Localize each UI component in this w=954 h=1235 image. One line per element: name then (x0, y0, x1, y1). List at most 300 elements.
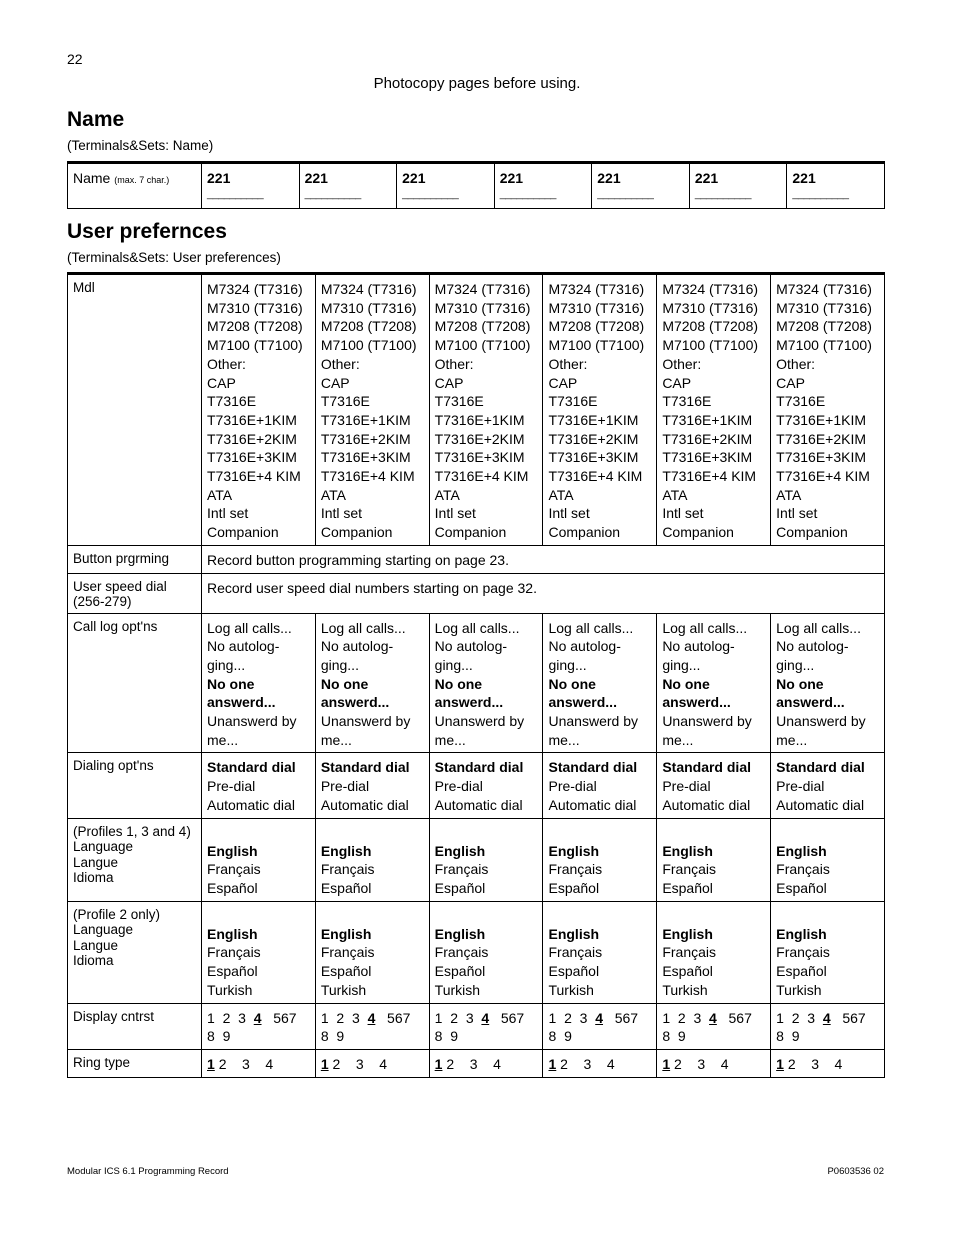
call_log-option[interactable]: Unanswerd by (320, 713, 411, 730)
mdl-options-set-1[interactable] (202, 274, 316, 546)
dialing-options-set-5[interactable] (657, 753, 771, 818)
contrast-option[interactable]: 2 (450, 1009, 459, 1026)
call_log-options-set-6[interactable] (771, 613, 885, 753)
ring-option[interactable]: 1 (548, 1055, 557, 1072)
mdl-option[interactable]: T7316E+1KIM (548, 411, 639, 428)
call_log-option[interactable]: me... (548, 731, 580, 748)
language_2-option[interactable]: Turkish (662, 981, 708, 998)
language_2-option[interactable]: Turkish (548, 981, 594, 998)
mdl-option[interactable]: T7316E+1KIM (434, 411, 525, 428)
contrast-option[interactable]: 567 (500, 1009, 525, 1026)
contrast-option[interactable]: 567 (842, 1009, 866, 1026)
call_log-option[interactable]: Unanswerd by (776, 713, 866, 730)
mdl-option[interactable]: ATA (662, 486, 688, 503)
language_2-option[interactable]: English (776, 925, 827, 942)
dialing-option[interactable]: Automatic dial (548, 796, 637, 813)
mdl-option[interactable]: T7316E (207, 393, 257, 410)
language_2-option[interactable]: Français (662, 944, 716, 961)
mdl-options-set-6[interactable] (771, 274, 885, 546)
mdl-option[interactable]: T7316E+2KIM (662, 430, 753, 447)
contrast-option[interactable]: 2 (336, 1009, 345, 1026)
language_2-option[interactable]: English (434, 925, 486, 942)
contrast-option[interactable]: 1 (548, 1009, 557, 1026)
language_2-option[interactable]: Español (207, 963, 258, 980)
contrast-option[interactable]: 8 (320, 1028, 329, 1045)
call_log-options-set-3[interactable] (429, 613, 543, 753)
mdl-option[interactable]: Companion (434, 524, 507, 541)
language_134-option[interactable]: Español (776, 879, 827, 896)
dialing-option[interactable]: Standard dial (662, 759, 751, 776)
mdl-option[interactable]: Companion (320, 524, 393, 541)
mdl-option[interactable]: T7316E (320, 393, 370, 410)
contrast-option[interactable]: 4 (481, 1009, 490, 1026)
call_log-option[interactable]: Log all calls... (662, 619, 748, 636)
contrast-option[interactable]: 9 (677, 1028, 686, 1045)
ring-option[interactable]: 3 (811, 1055, 819, 1072)
contrast-option[interactable]: 3 (351, 1009, 360, 1026)
contrast-option[interactable]: 8 (548, 1028, 557, 1045)
dialing-option[interactable]: Pre-dial (548, 778, 597, 795)
ring-option[interactable]: 3 (583, 1055, 592, 1072)
dialing-options-set-6[interactable] (771, 753, 885, 818)
call_log-option[interactable]: ging... (207, 656, 246, 673)
call_log-option[interactable]: No one (548, 675, 596, 692)
dialing-options-set-3[interactable] (429, 753, 543, 818)
mdl-option[interactable]: M7100 (T7100) (548, 337, 645, 354)
mdl-option[interactable]: ATA (207, 486, 233, 503)
ring-option[interactable]: 3 (355, 1055, 364, 1072)
mdl-option[interactable]: T7316E+4 KIM (320, 468, 415, 485)
call_log-option[interactable]: me... (776, 731, 808, 748)
call_log-option[interactable]: No autolog- (434, 638, 508, 655)
call_log-option[interactable]: Unanswerd by (434, 713, 525, 730)
mdl-option[interactable]: Intl set (548, 505, 590, 522)
mdl-option[interactable]: Other: (320, 355, 360, 372)
mdl-option[interactable]: T7316E+3KIM (776, 449, 867, 466)
dialing-option[interactable]: Automatic dial (434, 796, 523, 813)
mdl-option[interactable]: M7324 (T7316) (776, 281, 872, 297)
mdl-option[interactable]: T7316E+2KIM (207, 430, 297, 447)
language_134-options-set-6[interactable] (771, 818, 885, 901)
mdl-option[interactable]: CAP (776, 374, 805, 391)
ring-option[interactable]: 1 (207, 1055, 215, 1072)
call_log-option[interactable]: answerd... (776, 694, 845, 711)
contrast-option[interactable]: 567 (273, 1009, 297, 1026)
ring-option[interactable]: 1 (434, 1055, 443, 1072)
call_log-option[interactable]: Unanswerd by (548, 713, 638, 730)
ring-option[interactable]: 3 (242, 1055, 250, 1072)
call_log-options-set-2[interactable] (315, 613, 429, 753)
language_134-options-set-5[interactable] (657, 818, 771, 901)
call_log-option[interactable]: me... (320, 731, 352, 748)
ring-option[interactable]: 4 (493, 1055, 501, 1072)
mdl-option[interactable]: Companion (776, 524, 848, 541)
ring-type-set-6[interactable] (771, 1049, 885, 1077)
contrast-option[interactable]: 9 (791, 1028, 800, 1045)
dialing-options-set-4[interactable] (543, 753, 657, 818)
contrast-option[interactable]: 1 (207, 1009, 215, 1026)
language_2-option[interactable]: English (207, 925, 258, 942)
call_log-option[interactable]: ging... (434, 656, 473, 673)
language_2-option[interactable]: Español (662, 963, 713, 980)
language_134-option[interactable]: Español (434, 879, 486, 896)
display-contrast-set-4[interactable] (543, 1003, 657, 1049)
mdl-option[interactable]: M7100 (T7100) (320, 337, 417, 354)
contrast-option[interactable]: 3 (693, 1009, 702, 1026)
contrast-option[interactable]: 1 (776, 1009, 784, 1026)
ring-option[interactable]: 1 (776, 1055, 784, 1072)
language_134-option[interactable]: Français (434, 861, 489, 878)
language_134-options-set-4[interactable] (543, 818, 657, 901)
call_log-option[interactable]: answerd... (548, 694, 617, 711)
ring-option[interactable]: 4 (379, 1055, 388, 1072)
name-entry-2[interactable] (299, 163, 397, 209)
contrast-option[interactable]: 2 (791, 1009, 800, 1026)
mdl-option[interactable]: M7324 (T7316) (320, 281, 417, 297)
language_134-option[interactable]: English (662, 842, 713, 859)
call_log-option[interactable]: Log all calls... (320, 619, 406, 636)
mdl-option[interactable]: M7324 (T7316) (548, 281, 645, 297)
language_134-option[interactable]: English (320, 842, 372, 859)
mdl-option[interactable]: T7316E+4 KIM (662, 468, 757, 485)
language_2-option[interactable]: English (662, 925, 713, 942)
call_log-option[interactable]: No one (434, 675, 483, 692)
mdl-option[interactable]: T7316E+1KIM (776, 411, 867, 428)
mdl-option[interactable]: M7208 (T7208) (548, 318, 645, 335)
mdl-option[interactable]: Intl set (320, 505, 363, 522)
ring-type-set-5[interactable] (657, 1049, 771, 1077)
contrast-option[interactable]: 9 (564, 1028, 572, 1045)
dialing-option[interactable]: Standard dial (320, 759, 410, 776)
language_134-options-set-3[interactable] (429, 818, 543, 901)
call_log-option[interactable]: Log all calls... (434, 619, 520, 636)
call_log-option[interactable]: ging... (776, 656, 815, 673)
mdl-option[interactable]: CAP (320, 374, 350, 391)
mdl-option[interactable]: T7316E+2KIM (776, 430, 867, 447)
ring-option[interactable]: 3 (697, 1055, 706, 1072)
mdl-option[interactable]: M7208 (T7208) (662, 318, 759, 335)
mdl-option[interactable]: Other: (548, 355, 588, 372)
ring-option[interactable]: 3 (469, 1055, 478, 1072)
call_log-option[interactable]: me... (434, 731, 466, 748)
call_log-option[interactable]: me... (662, 731, 694, 748)
call_log-option[interactable]: No autolog- (776, 638, 849, 655)
language_134-option[interactable]: Français (320, 861, 375, 878)
language_2-option[interactable]: Turkish (320, 981, 367, 998)
display-contrast-set-5[interactable] (657, 1003, 771, 1049)
contrast-option[interactable]: 8 (776, 1028, 784, 1045)
language_134-options-set-1[interactable] (202, 818, 316, 901)
language_134-options-set-2[interactable] (315, 818, 429, 901)
language_2-option[interactable]: Français (776, 944, 830, 961)
language_134-option[interactable]: English (207, 842, 258, 859)
call_log-option[interactable]: No one (207, 675, 255, 692)
mdl-option[interactable]: Companion (662, 524, 734, 541)
call_log-option[interactable]: Log all calls... (776, 619, 861, 636)
mdl-option[interactable]: M7310 (T7316) (548, 299, 645, 316)
call_log-option[interactable]: No one (776, 675, 824, 692)
contrast-option[interactable]: 1 (434, 1009, 443, 1026)
contrast-option[interactable]: 4 (822, 1009, 831, 1026)
ring-option[interactable]: 2 (560, 1055, 568, 1072)
mdl-option[interactable]: ATA (776, 486, 802, 503)
language_134-option[interactable]: Français (662, 861, 716, 878)
mdl-options-set-5[interactable] (657, 274, 771, 546)
dialing-option[interactable]: Standard dial (207, 759, 296, 776)
call_log-option[interactable]: ging... (662, 656, 701, 673)
contrast-option[interactable]: 9 (450, 1028, 459, 1045)
ring-type-set-3[interactable] (429, 1049, 543, 1077)
call_log-option[interactable]: answerd... (662, 694, 731, 711)
call_log-option[interactable]: No autolog- (320, 638, 394, 655)
display-contrast-set-1[interactable] (202, 1003, 316, 1049)
mdl-option[interactable]: T7316E+3KIM (662, 449, 753, 466)
call_log-option[interactable]: Unanswerd by (662, 713, 752, 730)
mdl-option[interactable]: M7310 (T7316) (207, 299, 303, 316)
language_134-option[interactable]: Français (776, 861, 830, 878)
language_134-option[interactable]: Français (207, 861, 261, 878)
mdl-option[interactable]: Intl set (207, 505, 249, 522)
call_log-options-set-5[interactable] (657, 613, 771, 753)
dialing-option[interactable]: Automatic dial (207, 796, 295, 813)
ring-option[interactable]: 2 (446, 1055, 455, 1072)
mdl-option[interactable]: T7316E+4 KIM (434, 468, 529, 485)
language_2-options-set-4[interactable] (543, 901, 657, 1003)
mdl-option[interactable]: T7316E+1KIM (320, 411, 411, 428)
mdl-option[interactable]: Intl set (776, 505, 818, 522)
ring-option[interactable]: 4 (834, 1055, 843, 1072)
mdl-option[interactable]: T7316E (776, 393, 826, 410)
language_2-options-set-1[interactable] (202, 901, 316, 1003)
ring-option[interactable]: 2 (787, 1055, 796, 1072)
call_log-option[interactable]: Log all calls... (548, 619, 634, 636)
ring-type-set-2[interactable] (315, 1049, 429, 1077)
ring-option[interactable]: 1 (320, 1055, 329, 1072)
dialing-option[interactable]: Pre-dial (434, 778, 483, 795)
name-entry-3[interactable] (397, 163, 495, 209)
call_log-option[interactable]: Log all calls... (207, 619, 292, 636)
call_log-options-set-4[interactable] (543, 613, 657, 753)
mdl-option[interactable]: CAP (548, 374, 578, 391)
mdl-option[interactable]: M7310 (T7316) (434, 299, 531, 316)
dialing-option[interactable]: Standard dial (434, 759, 524, 776)
language_2-option[interactable]: Français (548, 944, 603, 961)
contrast-option[interactable]: 2 (677, 1009, 686, 1026)
contrast-option[interactable]: 8 (434, 1028, 443, 1045)
mdl-option[interactable]: T7316E+4 KIM (548, 468, 643, 485)
name-entry-7[interactable] (787, 163, 885, 209)
call_log-option[interactable]: Unanswerd by (207, 713, 297, 730)
mdl-option[interactable]: T7316E+2KIM (434, 430, 525, 447)
ring-option[interactable]: 4 (720, 1055, 729, 1072)
dialing-option[interactable]: Pre-dial (776, 778, 825, 795)
contrast-option[interactable]: 567 (728, 1009, 752, 1026)
dialing-option[interactable]: Automatic dial (662, 796, 751, 813)
call_log-option[interactable]: ging... (320, 656, 359, 673)
mdl-option[interactable]: M7208 (T7208) (320, 318, 417, 335)
mdl-option[interactable]: ATA (434, 486, 460, 503)
mdl-option[interactable]: CAP (662, 374, 692, 391)
language_134-option[interactable]: Español (207, 879, 258, 896)
dialing-option[interactable]: Pre-dial (207, 778, 256, 795)
contrast-option[interactable]: 3 (807, 1009, 816, 1026)
dialing-option[interactable]: Automatic dial (320, 796, 409, 813)
mdl-option[interactable]: Companion (207, 524, 279, 541)
language_2-option[interactable]: Español (776, 963, 827, 980)
mdl-option[interactable]: T7316E+2KIM (320, 430, 411, 447)
language_134-option[interactable]: Español (548, 879, 600, 896)
call_log-option[interactable]: answerd... (207, 694, 276, 711)
mdl-option[interactable]: T7316E (434, 393, 484, 410)
mdl-option[interactable]: M7324 (T7316) (207, 281, 303, 297)
mdl-option[interactable]: T7316E+1KIM (207, 411, 297, 428)
mdl-option[interactable]: T7316E+3KIM (320, 449, 411, 466)
mdl-option[interactable]: T7316E+4 KIM (776, 468, 870, 485)
language_2-option[interactable]: Turkish (776, 981, 822, 998)
ring-type-set-4[interactable] (543, 1049, 657, 1077)
ring-option[interactable]: 2 (218, 1055, 227, 1072)
language_2-option[interactable]: Español (548, 963, 600, 980)
mdl-option[interactable]: M7100 (T7100) (207, 337, 303, 354)
contrast-option[interactable]: 3 (238, 1009, 246, 1026)
contrast-option[interactable]: 3 (465, 1009, 474, 1026)
language_134-option[interactable]: English (434, 842, 486, 859)
mdl-option[interactable]: M7100 (T7100) (434, 337, 531, 354)
contrast-option[interactable]: 567 (614, 1009, 639, 1026)
call_log-option[interactable]: No autolog- (548, 638, 621, 655)
mdl-option[interactable]: Companion (548, 524, 621, 541)
mdl-option[interactable]: M7208 (T7208) (434, 318, 531, 335)
mdl-option[interactable]: M7310 (T7316) (662, 299, 759, 316)
language_2-option[interactable]: Turkish (434, 981, 481, 998)
mdl-option[interactable]: CAP (207, 374, 236, 391)
mdl-option[interactable]: M7100 (T7100) (662, 337, 759, 354)
language_2-option[interactable]: Français (434, 944, 489, 961)
mdl-option[interactable]: ATA (320, 486, 346, 503)
mdl-option[interactable]: M7310 (T7316) (776, 299, 872, 316)
language_2-options-set-3[interactable] (429, 901, 543, 1003)
call_log-option[interactable]: No autolog- (662, 638, 735, 655)
language_2-options-set-6[interactable] (771, 901, 885, 1003)
call_log-option[interactable]: me... (207, 731, 239, 748)
mdl-option[interactable]: CAP (434, 374, 464, 391)
dialing-option[interactable]: Automatic dial (776, 796, 865, 813)
display-contrast-set-2[interactable] (315, 1003, 429, 1049)
mdl-option[interactable]: T7316E+3KIM (548, 449, 639, 466)
contrast-option[interactable]: 2 (564, 1009, 572, 1026)
mdl-option[interactable]: Other: (662, 355, 702, 372)
language_134-option[interactable]: English (776, 842, 827, 859)
contrast-option[interactable]: 567 (387, 1009, 411, 1026)
ring-option[interactable]: 1 (662, 1055, 671, 1072)
mdl-option[interactable]: M7324 (T7316) (662, 281, 759, 297)
mdl-option[interactable]: T7316E+2KIM (548, 430, 639, 447)
mdl-options-set-3[interactable] (429, 274, 543, 546)
mdl-option[interactable]: Other: (207, 355, 246, 372)
mdl-option[interactable]: Other: (776, 355, 816, 372)
name-entry-4[interactable] (494, 163, 592, 209)
language_2-option[interactable]: English (548, 925, 600, 942)
call_log-option[interactable]: No one (320, 675, 369, 692)
mdl-option[interactable]: Other: (434, 355, 474, 372)
contrast-option[interactable]: 9 (222, 1028, 231, 1045)
language_2-options-set-5[interactable] (657, 901, 771, 1003)
language_134-option[interactable]: Français (548, 861, 603, 878)
language_2-option[interactable]: Español (320, 963, 372, 980)
call_log-option[interactable]: answerd... (434, 694, 504, 711)
ring-option[interactable]: 2 (332, 1055, 341, 1072)
name-entry-1[interactable] (202, 163, 300, 209)
name-entry-6[interactable] (689, 163, 787, 209)
ring-option[interactable]: 2 (674, 1055, 682, 1072)
contrast-option[interactable]: 4 (367, 1009, 376, 1026)
mdl-option[interactable]: T7316E (662, 393, 712, 410)
dialing-option[interactable]: Pre-dial (662, 778, 711, 795)
call_log-option[interactable]: answerd... (320, 694, 390, 711)
display-contrast-set-6[interactable] (771, 1003, 885, 1049)
mdl-option[interactable]: T7316E (548, 393, 598, 410)
mdl-options-set-2[interactable] (315, 274, 429, 546)
dialing-options-set-2[interactable] (315, 753, 429, 818)
language_2-option[interactable]: Turkish (207, 981, 253, 998)
contrast-option[interactable]: 2 (222, 1009, 231, 1026)
mdl-option[interactable]: Intl set (434, 505, 476, 522)
dialing-options-set-1[interactable] (202, 753, 316, 818)
ring-type-set-1[interactable] (202, 1049, 316, 1077)
call_log-option[interactable]: No one (662, 675, 710, 692)
language_2-options-set-2[interactable] (315, 901, 429, 1003)
mdl-option[interactable]: M7310 (T7316) (320, 299, 417, 316)
language_2-option[interactable]: Español (434, 963, 486, 980)
name-entry-5[interactable] (592, 163, 690, 209)
mdl-option[interactable]: Intl set (662, 505, 704, 522)
mdl-option[interactable]: M7100 (T7100) (776, 337, 872, 354)
mdl-options-set-4[interactable] (543, 274, 657, 546)
dialing-option[interactable]: Pre-dial (320, 778, 370, 795)
language_134-option[interactable]: Español (320, 879, 372, 896)
contrast-option[interactable]: 3 (579, 1009, 588, 1026)
mdl-option[interactable]: T7316E+3KIM (207, 449, 297, 466)
contrast-option[interactable]: 8 (662, 1028, 671, 1045)
display-contrast-set-3[interactable] (429, 1003, 543, 1049)
contrast-option[interactable]: 8 (207, 1028, 215, 1045)
language_134-option[interactable]: Español (662, 879, 713, 896)
contrast-option[interactable]: 1 (320, 1009, 329, 1026)
call_log-option[interactable]: ging... (548, 656, 587, 673)
dialing-option[interactable]: Standard dial (548, 759, 638, 776)
contrast-option[interactable]: 1 (662, 1009, 671, 1026)
language_2-option[interactable]: English (320, 925, 372, 942)
mdl-option[interactable]: M7208 (T7208) (776, 318, 872, 335)
call_log-options-set-1[interactable] (202, 613, 316, 753)
mdl-option[interactable]: ATA (548, 486, 574, 503)
language_2-option[interactable]: Français (320, 944, 375, 961)
contrast-option[interactable]: 9 (336, 1028, 345, 1045)
contrast-option[interactable]: 4 (595, 1009, 604, 1026)
ring-option[interactable]: 4 (265, 1055, 274, 1072)
mdl-option[interactable]: M7324 (T7316) (434, 281, 531, 297)
contrast-option[interactable]: 4 (709, 1009, 717, 1026)
language_134-option[interactable]: English (548, 842, 600, 859)
ring-option[interactable]: 4 (606, 1055, 615, 1072)
mdl-option[interactable]: T7316E+4 KIM (207, 468, 301, 485)
mdl-option[interactable]: M7208 (T7208) (207, 318, 303, 335)
language_2-option[interactable]: Français (207, 944, 261, 961)
dialing-option[interactable]: Standard dial (776, 759, 865, 776)
mdl-option[interactable]: T7316E+1KIM (662, 411, 753, 428)
mdl-option[interactable]: T7316E+3KIM (434, 449, 525, 466)
contrast-option[interactable]: 4 (253, 1009, 262, 1026)
